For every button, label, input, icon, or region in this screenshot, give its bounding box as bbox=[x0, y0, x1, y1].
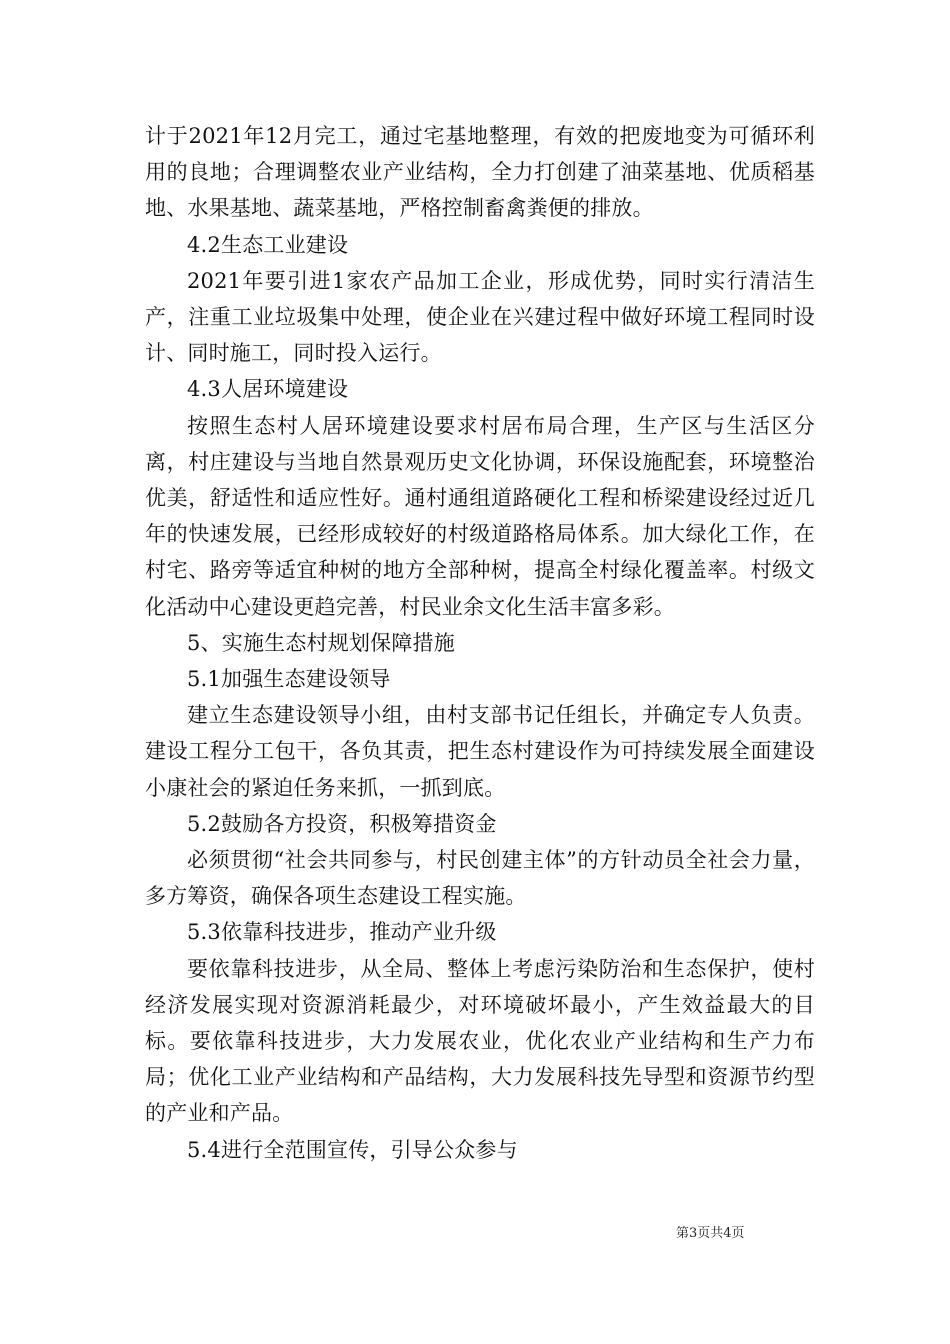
paragraph-continued: 计于2021年12月完工，通过宅基地整理，有效的把废地变为可循环利用的良地；合理调整农业产业结构，全力打创建了油菜基地、优质稻基地、水果基地、蔬菜基地，严格控制畜禽粪便的排放。 bbox=[145, 124, 815, 221]
section-heading-5-3: 5.3依靠科技进步，推动产业升级 bbox=[187, 920, 497, 945]
section-heading-4-2: 4.2生态工业建设 bbox=[187, 232, 349, 257]
paragraph-technology: 要依靠科技进步，从全局、整体上考虑污染防治和生态保护，使村经济发展实现对资源消耗最少，对环境破坏最小，产生效益最大的目标。要依靠科技进步，大力发展农业，优化农业产业结构和生产力布局；优化工业产业结构和产品结构，大力发展科技先导型和资源节约型的产业和产品。 bbox=[145, 956, 815, 1126]
paragraph-living-environment: 按照生态村人居环境建设要求村居布局合理，生产区与生活区分离，村庄建设与当地自然景观历史文化协调，环保设施配套，环境整治优美，舒适性和适应性好。通村通组道路硬化工程和桥梁建设经过近几年的快速发展，已经形成较好的村级道路格局体系。加大绿化工作，在村宅、路旁等适宜种树的地方全部种树，提高全村绿化覆盖率。村级文化活动中心建设更趋完善，村民业余文化生活丰富多彩。 bbox=[145, 413, 815, 619]
paragraph-ecological-industry: 2021年要引进1家农产品加工企业，形成优势，同时实行清洁生产，注重工业垃圾集中处理，使企业在兴建过程中做好环境工程同时设计、同时施工，同时投入运行。 bbox=[145, 268, 815, 366]
paragraph-funding: 必须贯彻“社会共同参与，村民创建主体”的方针动员全社会力量，多方筹资，确保各项生态建设工程实施。 bbox=[145, 848, 815, 909]
section-heading-5: 5、实施生态村规划保障措施 bbox=[187, 630, 455, 655]
section-heading-5-4: 5.4进行全范围宣传，引导公众参与 bbox=[187, 1137, 518, 1162]
section-heading-5-1: 5.1加强生态建设领导 bbox=[187, 667, 391, 692]
paragraph-leadership: 建立生态建设领导小组，由村支部书记任组长，并确定专人负责。建设工程分工包干，各负其责，把生态村建设作为可持续发展全面建设小康社会的紧迫任务来抓，一抓到底。 bbox=[145, 703, 815, 800]
document-body bbox=[145, 118, 815, 1168]
section-heading-5-2: 5.2鼓励各方投资，积极筹措资金 bbox=[187, 811, 497, 836]
page-number-footer: 第3页共4页 bbox=[676, 1226, 745, 1241]
section-heading-4-3: 4.3人居环境建设 bbox=[187, 377, 349, 402]
